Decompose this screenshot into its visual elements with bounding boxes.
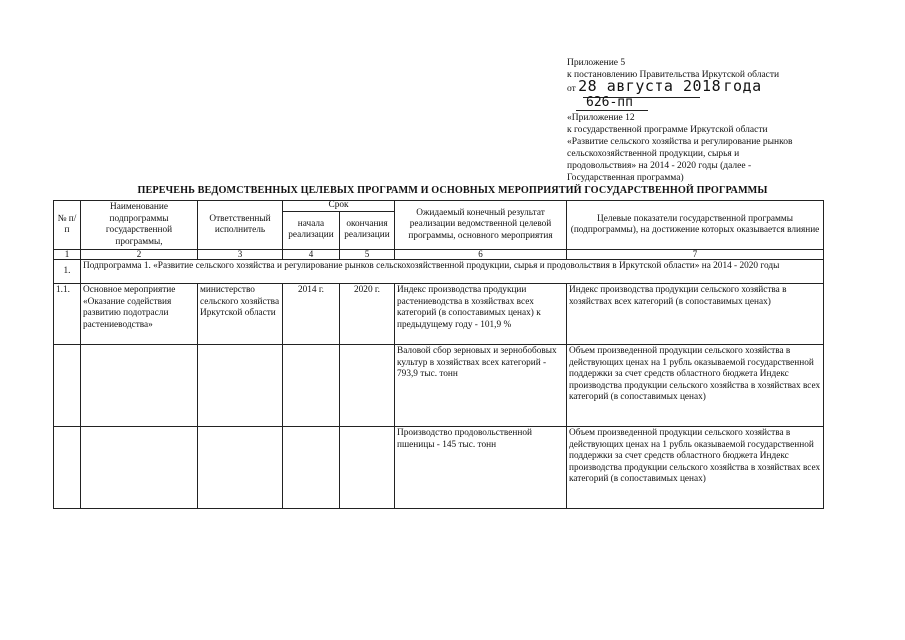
column-number: 2: [81, 250, 198, 260]
date-prefix: от: [567, 84, 576, 94]
row-indicators: Объем произведенной продукции сельского хозяйства в действующих ценах на 1 рубль оказываемой государственной поддержки за счет средств областного бюджета Индекс производства продукции сельского хозяйства в хозяйствах всех категорий (в сопоставимых ценах): [567, 345, 824, 427]
header-name: Наименование подпрограммы государственной программы,: [81, 201, 198, 250]
column-number: 5: [340, 250, 395, 260]
row-indicators: Индекс производства продукции сельского хозяйства в хозяйствах всех категорий (в сопоставимых ценах): [567, 284, 824, 345]
row-name: [81, 345, 198, 427]
subprogram-row: [54, 260, 824, 284]
annex-line: Государственная программа): [567, 173, 684, 183]
row-num: [54, 427, 81, 509]
annex-line: к государственной программе Иркутской области: [567, 125, 768, 135]
row-indicators: Объем произведенной продукции сельского хозяйства в действующих ценах на 1 рубль оказываемой государственной поддержки за счет средств областного бюджета Индекс производства продукции сельского хозяйства в хозяйствах всех категорий (в сопоставимых ценах): [567, 427, 824, 509]
decree-number: 626-пп: [586, 95, 633, 110]
table-row: [54, 284, 824, 345]
programs-table: [53, 200, 824, 509]
row-end: [340, 345, 395, 427]
row-num: 1.1.: [54, 284, 81, 345]
header-executor: Ответственный исполнитель: [198, 201, 283, 250]
header-indicators: Целевые показатели государственной программы (подпрограммы), на достижение которых оказывается влияние: [567, 201, 824, 250]
row-num: [54, 345, 81, 427]
number-underline: [576, 110, 648, 111]
annex-line: продовольствия» на 2014 - 2020 годы (далее -: [567, 161, 752, 171]
row-start: [283, 427, 340, 509]
row-end: [340, 427, 395, 509]
row-result: Валовой сбор зерновых и зернобобовых культур в хозяйствах всех категорий - 793,9 тыс. тонн: [395, 345, 567, 427]
subprogram-num: 1.: [54, 260, 81, 284]
header-num: № п/п: [54, 201, 81, 250]
column-number: 3: [198, 250, 283, 260]
row-name: [81, 427, 198, 509]
row-end: 2020 г.: [340, 284, 395, 345]
date-handwritten: 28 августа 2018: [578, 77, 722, 95]
column-number: 6: [395, 250, 567, 260]
table-row: [54, 345, 824, 427]
row-start: 2014 г.: [283, 284, 340, 345]
header-result: Ожидаемый конечный результат реализации ведомственной целевой программы, основного мероприятия: [395, 201, 567, 250]
header-term: Срок: [283, 201, 395, 212]
annex-line: «Развитие сельского хозяйства и регулирование рынков: [567, 137, 793, 147]
table-header-row: [54, 201, 824, 212]
row-name: Основное мероприятие «Оказание содействия развитию подотрасли растениеводства»: [81, 284, 198, 345]
row-result: Производство продовольственной пшеницы - 145 тыс. тонн: [395, 427, 567, 509]
row-executor: [198, 345, 283, 427]
document-title: ПЕРЕЧЕНЬ ВЕДОМСТВЕННЫХ ЦЕЛЕВЫХ ПРОГРАММ И ОСНОВНЫХ МЕРОПРИЯТИЙ ГОСУДАРСТВЕННОЙ ПРОГРАММЫ: [137, 185, 768, 196]
header-line: к постановлению Правительства Иркутской области: [567, 70, 780, 80]
header-start: начала реализации: [283, 211, 340, 249]
table-row: [54, 427, 824, 509]
row-executor: [198, 427, 283, 509]
column-number: 1: [54, 250, 81, 260]
column-number: 7: [567, 250, 824, 260]
annex-line: сельскохозяйственной продукции, сырья и: [567, 149, 740, 159]
row-executor: министерство сельского хозяйства Иркутской области: [198, 284, 283, 345]
subprogram-title: Подпрограмма 1. «Развитие сельского хозяйства и регулирование рынков сельскохозяйственной продукции, сырья и продовольствия в Иркутской области» на 2014 - 2020 годы: [81, 260, 824, 284]
row-result: Индекс производства продукции растениеводства в хозяйствах всех категорий (в сопоставимых ценах) к предыдущему году - 101,9 %: [395, 284, 567, 345]
header-end: окончания реализации: [340, 211, 395, 249]
date-suffix: года: [723, 77, 762, 95]
header-line: Приложение 5: [567, 58, 626, 68]
annex-line: «Приложение 12: [567, 113, 635, 123]
decree-date: [567, 77, 762, 95]
column-numbers-row: [54, 250, 824, 260]
column-number: 4: [283, 250, 340, 260]
row-start: [283, 345, 340, 427]
annex-reference: [567, 112, 792, 184]
